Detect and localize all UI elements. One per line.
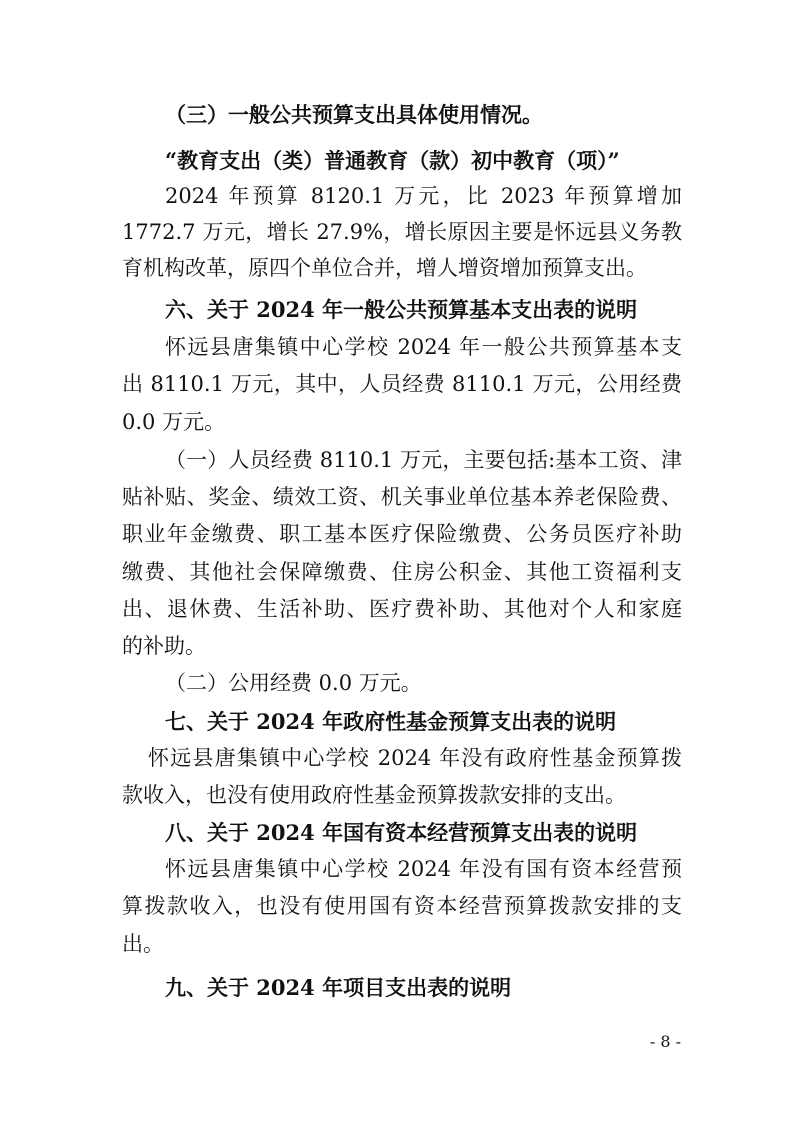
section-heading-9: 九、关于 2024 年项目支出表的说明 [165, 975, 512, 1000]
paragraph-line: 缴费、其他社会保障缴费、住房公积金、其他工资福利支 [122, 560, 682, 584]
section-heading-6: 六、关于 2024 年一般公共预算基本支出表的说明 [165, 297, 638, 322]
category-heading: “教育支出（类）普通教育（款）初中教育（项）” [165, 148, 620, 173]
paragraph-line: 出。 [122, 932, 164, 956]
paragraph-line: 育机构改革，原四个单位合并，增人增资增加预算支出。 [122, 256, 647, 280]
page-number: - 8 - [649, 1032, 681, 1051]
paragraph-line: 2024 年预算 8120.1 万元，比 2023 年预算增加 [165, 184, 682, 208]
paragraph-line: 算拨款收入，也没有使用国有资本经营预算拨款安排的支 [122, 894, 682, 918]
paragraph-line: 款收入，也没有使用政府性基金预算拨款安排的支出。 [122, 783, 626, 807]
section-heading-7: 七、关于 2024 年政府性基金预算支出表的说明 [165, 709, 617, 734]
paragraph-line: 的补助。 [122, 634, 206, 658]
paragraph-line: 贴补贴、奖金、绩效工资、机关事业单位基本养老保险费、 [122, 485, 682, 509]
paragraph-line: 怀远县唐集镇中心学校 2024 年没有政府性基金预算拨 [148, 746, 682, 770]
paragraph-line: 怀远县唐集镇中心学校 2024 年一般公共预算基本支 [165, 335, 682, 359]
paragraph-line: 1772.7 万元，增长 27.9%，增长原因主要是怀远县义务教 [122, 220, 682, 244]
paragraph-line: 出 8110.1 万元，其中，人员经费 8110.1 万元，公用经费 [122, 372, 682, 396]
paragraph-line: （二）公用经费 0.0 万元。 [165, 671, 422, 695]
section-heading-8: 八、关于 2024 年国有资本经营预算支出表的说明 [165, 820, 638, 845]
paragraph-line: 出、退休费、生活补助、医疗费补助、其他对个人和家庭 [122, 597, 682, 621]
paragraph-line: 怀远县唐集镇中心学校 2024 年没有国有资本经营预 [165, 857, 682, 881]
paragraph-line: 职业年金缴费、职工基本医疗保险缴费、公务员医疗补助 [122, 522, 682, 546]
paragraph-line: 0.0 万元。 [122, 410, 226, 434]
paragraph-line: （一）人员经费 8110.1 万元，主要包括:基本工资、津 [165, 448, 682, 472]
subsection-heading-3: （三）一般公共预算支出具体使用情况。 [165, 102, 543, 127]
